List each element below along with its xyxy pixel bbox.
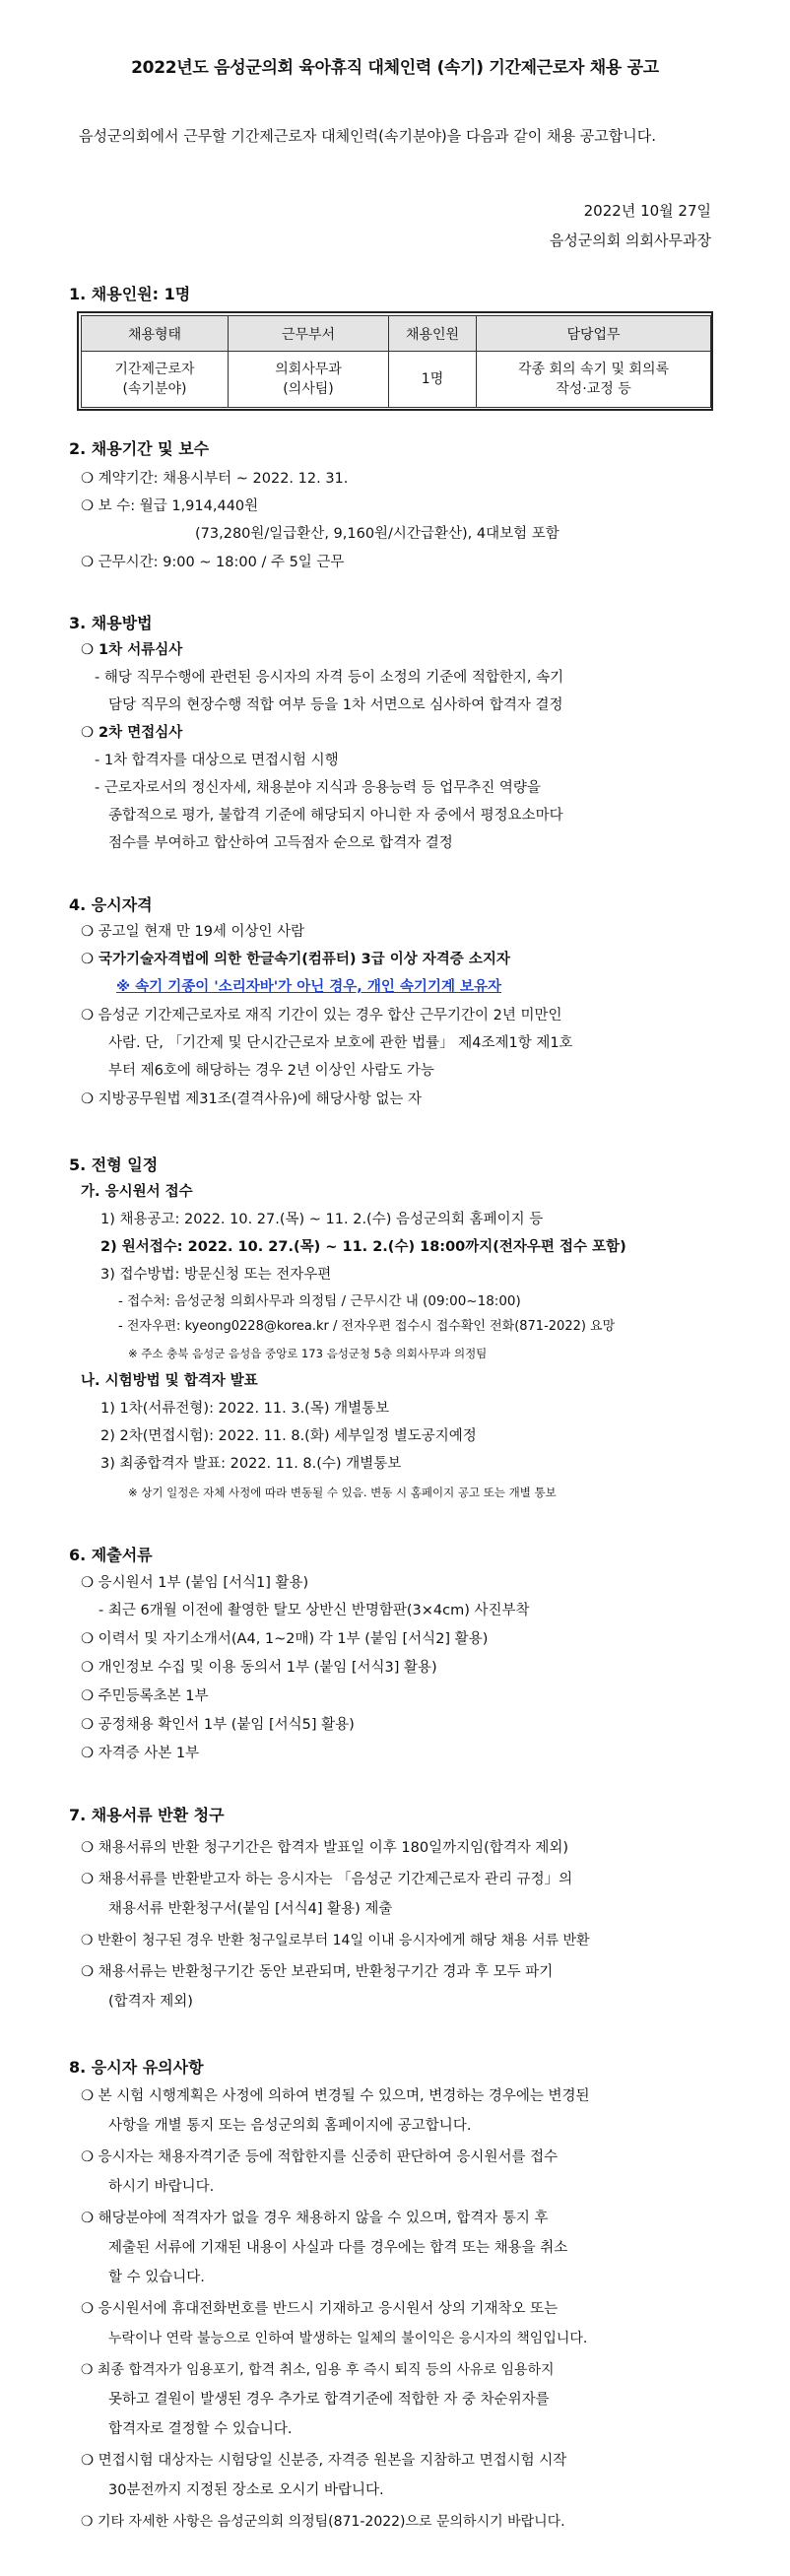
table-header-row [82,316,711,352]
application-period: 2) 원서접수: 2022. 10. 27.(목) ~ 11. 2.(수) 18:00까지(전자우편 접수 포함) [100,1239,626,1255]
text-line: ❍ 최종 합격자가 임용포기, 합격 취소, 임용 후 즉시 퇴직 등의 사유로 임용하지 [81,2362,555,2378]
text-line: (합격자 제외) [108,1994,193,2010]
text-line: 부터 제6호에 해당하는 경우 2년 이상인 사람도 가능 [108,1063,434,1079]
text-line: ❍ 개인정보 수집 및 이용 동의서 1부 (붙임 [서식3] 활용) [81,1660,437,1676]
text-line: 합격자로 결정할 수 있습니다. [108,2421,293,2437]
section-3-heading: 3. 채용방법 [69,614,153,632]
intro-paragraph: 음성군의회에서 근무할 기간제근로자 대체인력(속기분야)을 다음과 같이 채용 공고합니다. [79,127,656,145]
text-line: ❍ 이력서 및 자기소개서(A4, 1~2매) 각 1부 (붙임 [서식2] 활용) [81,1631,489,1647]
text-line: 못하고 결원이 발생된 경우 추가로 합격기준에 적합한 자 중 차순위자를 [108,2392,550,2408]
text-line: 2) 2차(면접시험): 2022. 11. 8.(화) 세부일정 별도공지예정 [100,1428,477,1444]
text-line: 3) 접수방법: 방문신청 또는 전자우편 [100,1267,332,1283]
text-line: 사람. 단, 「기간제 및 단시간근로자 보호에 관한 법률」 제4조제1항 제1호 [108,1035,573,1051]
table-cell-duty: 각종 회의 속기 및 회의록 작성·교정 등 [477,352,711,408]
text-line: ❍ 면접시험 대상자는 시험당일 신분증, 자격증 원본을 지참하고 면접시험 시작 [81,2453,567,2469]
section-7-heading: 7. 채용서류 반환 청구 [69,1806,225,1824]
text-line: ❍ 주민등록초본 1부 [81,1688,209,1704]
table-header: 근무부서 [229,316,389,352]
text-line: 종합적으로 평가, 불합격 기준에 해당되지 아니한 자 중에서 평정요소마다 [108,808,563,824]
issuing-office: 음성군의회 의회사무과장 [549,231,711,249]
text-line: - 최근 6개월 이전에 촬영한 탈모 상반신 반명함판(3×4cm) 사진부착 [99,1603,530,1618]
interview-screening: ❍ 2차 면접심사 [81,725,183,741]
text-line: 점수를 부여하고 합산하여 고득점자 순으로 합격자 결정 [108,835,453,851]
section-6-heading: 6. 제출서류 [69,1546,153,1564]
text-line: 담당 직무의 현장수행 적합 여부 등을 1차 서면으로 심사하여 합격자 결정 [108,697,563,713]
work-hours: ❍ 근무시간: 9:00 ~ 18:00 / 주 5일 근무 [81,555,345,570]
text-line: 사항을 개별 통지 또는 음성군의회 홈페이지에 공고합니다. [108,2118,472,2134]
text-line: ❍ 본 시험 시행계획은 사정에 의하여 변경될 수 있으며, 변경하는 경우에는 변경된 [81,2088,590,2104]
text-line: ❍ 채용서류를 반환받고자 하는 응시자는 「음성군 기간제근로자 관리 규정」의 [81,1872,573,1887]
schedule-note: ※ 상기 일정은 자체 사정에 따라 변동될 수 있음. 변동 시 홈페이지 공고 또는 개별 통보 [128,1486,557,1499]
text-line: ❍ 자격증 사본 1부 [81,1746,200,1761]
qualification-requirement: ❍ 국가기술자격법에 의한 한글속기(컴퓨터) 3급 이상 자격증 소지자 [81,952,510,967]
text-line: 제출된 서류에 기재된 내용이 사실과 다를 경우에는 합격 또는 채용을 취소 [108,2240,568,2256]
table-header: 채용형태 [82,316,229,352]
table-cell-dept: 의회사무과 (의사팀) [229,352,389,408]
section-1-heading: 1. 채용인원: 1명 [69,285,191,303]
text-line: 3) 최종합격자 발표: 2022. 11. 8.(수) 개별통보 [100,1456,402,1472]
table-header: 담당업무 [477,316,711,352]
section-2-heading: 2. 채용기간 및 보수 [69,439,210,458]
text-line: - 전자우편: kyeong0228@korea.kr / 전자우편 접수시 접수확인 전화(871-2022) 요망 [118,1319,616,1334]
section-4-heading: 4. 응시자격 [69,895,153,914]
text-line: ❍ 지방공무원법 제31조(결격사유)에 해당사항 없는 자 [81,1091,422,1107]
text-line: ❍ 공고일 현재 만 19세 이상인 사람 [81,924,305,940]
text-line: 누락이나 연락 불능으로 인하여 발생하는 일체의 불이익은 응시자의 책임입니다. [108,2331,588,2346]
text-line: ❍ 해당분야에 적격자가 없을 경우 채용하지 않을 수 있으며, 합격자 통지 후 [81,2211,549,2226]
recruitment-table [81,315,711,408]
page-title: 2022년도 음성군의회 육아휴직 대체인력 (속기) 기간제근로자 채용 공고 [131,58,659,78]
text-line: ❍ 응시자는 채용자격기준 등에 적합한지를 신중히 판단하여 응시원서를 접수 [81,2149,559,2165]
document-screening: ❍ 1차 서류심사 [81,642,183,658]
text-line: 1) 1차(서류전형): 2022. 11. 3.(목) 개별통보 [100,1401,390,1417]
text-line: ❍ 채용서류는 반환청구기간 동안 보관되며, 반환청구기간 경과 후 모두 파기 [81,1964,554,1980]
table-row [82,352,711,408]
text-line: ❍ 응시원서 1부 (붙임 [서식1] 활용) [81,1575,309,1591]
text-line: - 근로자로서의 정신자세, 채용분야 지식과 응용능력 등 업무추진 역량을 [95,780,541,796]
section-8-heading: 8. 응시자 유의사항 [69,2058,204,2077]
subsection-b: 나. 시험방법 및 합격자 발표 [81,1373,258,1389]
text-line: - 해당 직무수행에 관련된 응시자의 자격 등이 소정의 기준에 적합한지, 속기 [95,670,564,686]
announcement-date: 2022년 10월 27일 [583,202,711,220]
text-line: - 접수처: 음성군청 의회사무과 의정팀 / 근무시간 내 (09:00~18:00) [118,1293,521,1309]
text-line: ❍ 공정채용 확인서 1부 (붙임 [서식5] 활용) [81,1717,355,1733]
contract-period: ❍ 계약기간: 채용시부터 ~ 2022. 12. 31. [81,471,349,487]
salary: ❍ 보 수: 월급 1,914,440원 [81,498,259,514]
text-line: 할 수 있습니다. [108,2270,205,2285]
salary-detail: (73,280원/일급환산, 9,160원/시간급환산), 4대보험 포함 [195,526,560,542]
table-cell-type: 기간제근로자 (속기분야) [82,352,229,408]
stenography-note: ※ 속기 기종이 '소리자바'가 아닌 경우, 개인 속기기계 보유자 [116,979,502,995]
text-line: - 1차 합격자를 대상으로 면접시험 시행 [95,753,339,768]
table-cell-count: 1명 [389,352,477,408]
text-line: ❍ 반환이 청구된 경우 반환 청구일로부터 14일 이내 응시자에게 해당 채용 서류 반환 [81,1933,590,1949]
text-line: 채용서류 반환청구서(붙임 [서식4] 활용) 제출 [108,1901,393,1917]
table-header: 채용인원 [389,316,477,352]
section-5-heading: 5. 전형 일정 [69,1156,159,1174]
text-line: ❍ 채용서류의 반환 청구기간은 합격자 발표일 이후 180일까지임(합격자 제외) [81,1840,569,1856]
text-line: 30분전까지 지정된 장소로 오시기 바랍니다. [108,2482,384,2498]
text-line: 1) 채용공고: 2022. 10. 27.(목) ~ 11. 2.(수) 음성군의회 홈페이지 등 [100,1212,544,1227]
text-line: ❍ 기타 자세한 사항은 음성군의회 의정팀(871-2022)으로 문의하시기 바랍니다. [81,2514,565,2530]
subsection-a: 가. 응시원서 접수 [81,1184,193,1200]
address-note: ※ 주소 충북 음성군 음성읍 중앙로 173 음성군청 5층 의회사무과 의정팀 [128,1347,488,1360]
text-line: ❍ 응시원서에 휴대전화번호를 반드시 기재하고 응시원서 상의 기재착오 또는 [81,2301,559,2317]
text-line: 하시기 바랍니다. [108,2179,215,2195]
text-line: ❍ 음성군 기간제근로자로 재직 기간이 있는 경우 합산 근무기간이 2년 미만인 [81,1008,562,1024]
